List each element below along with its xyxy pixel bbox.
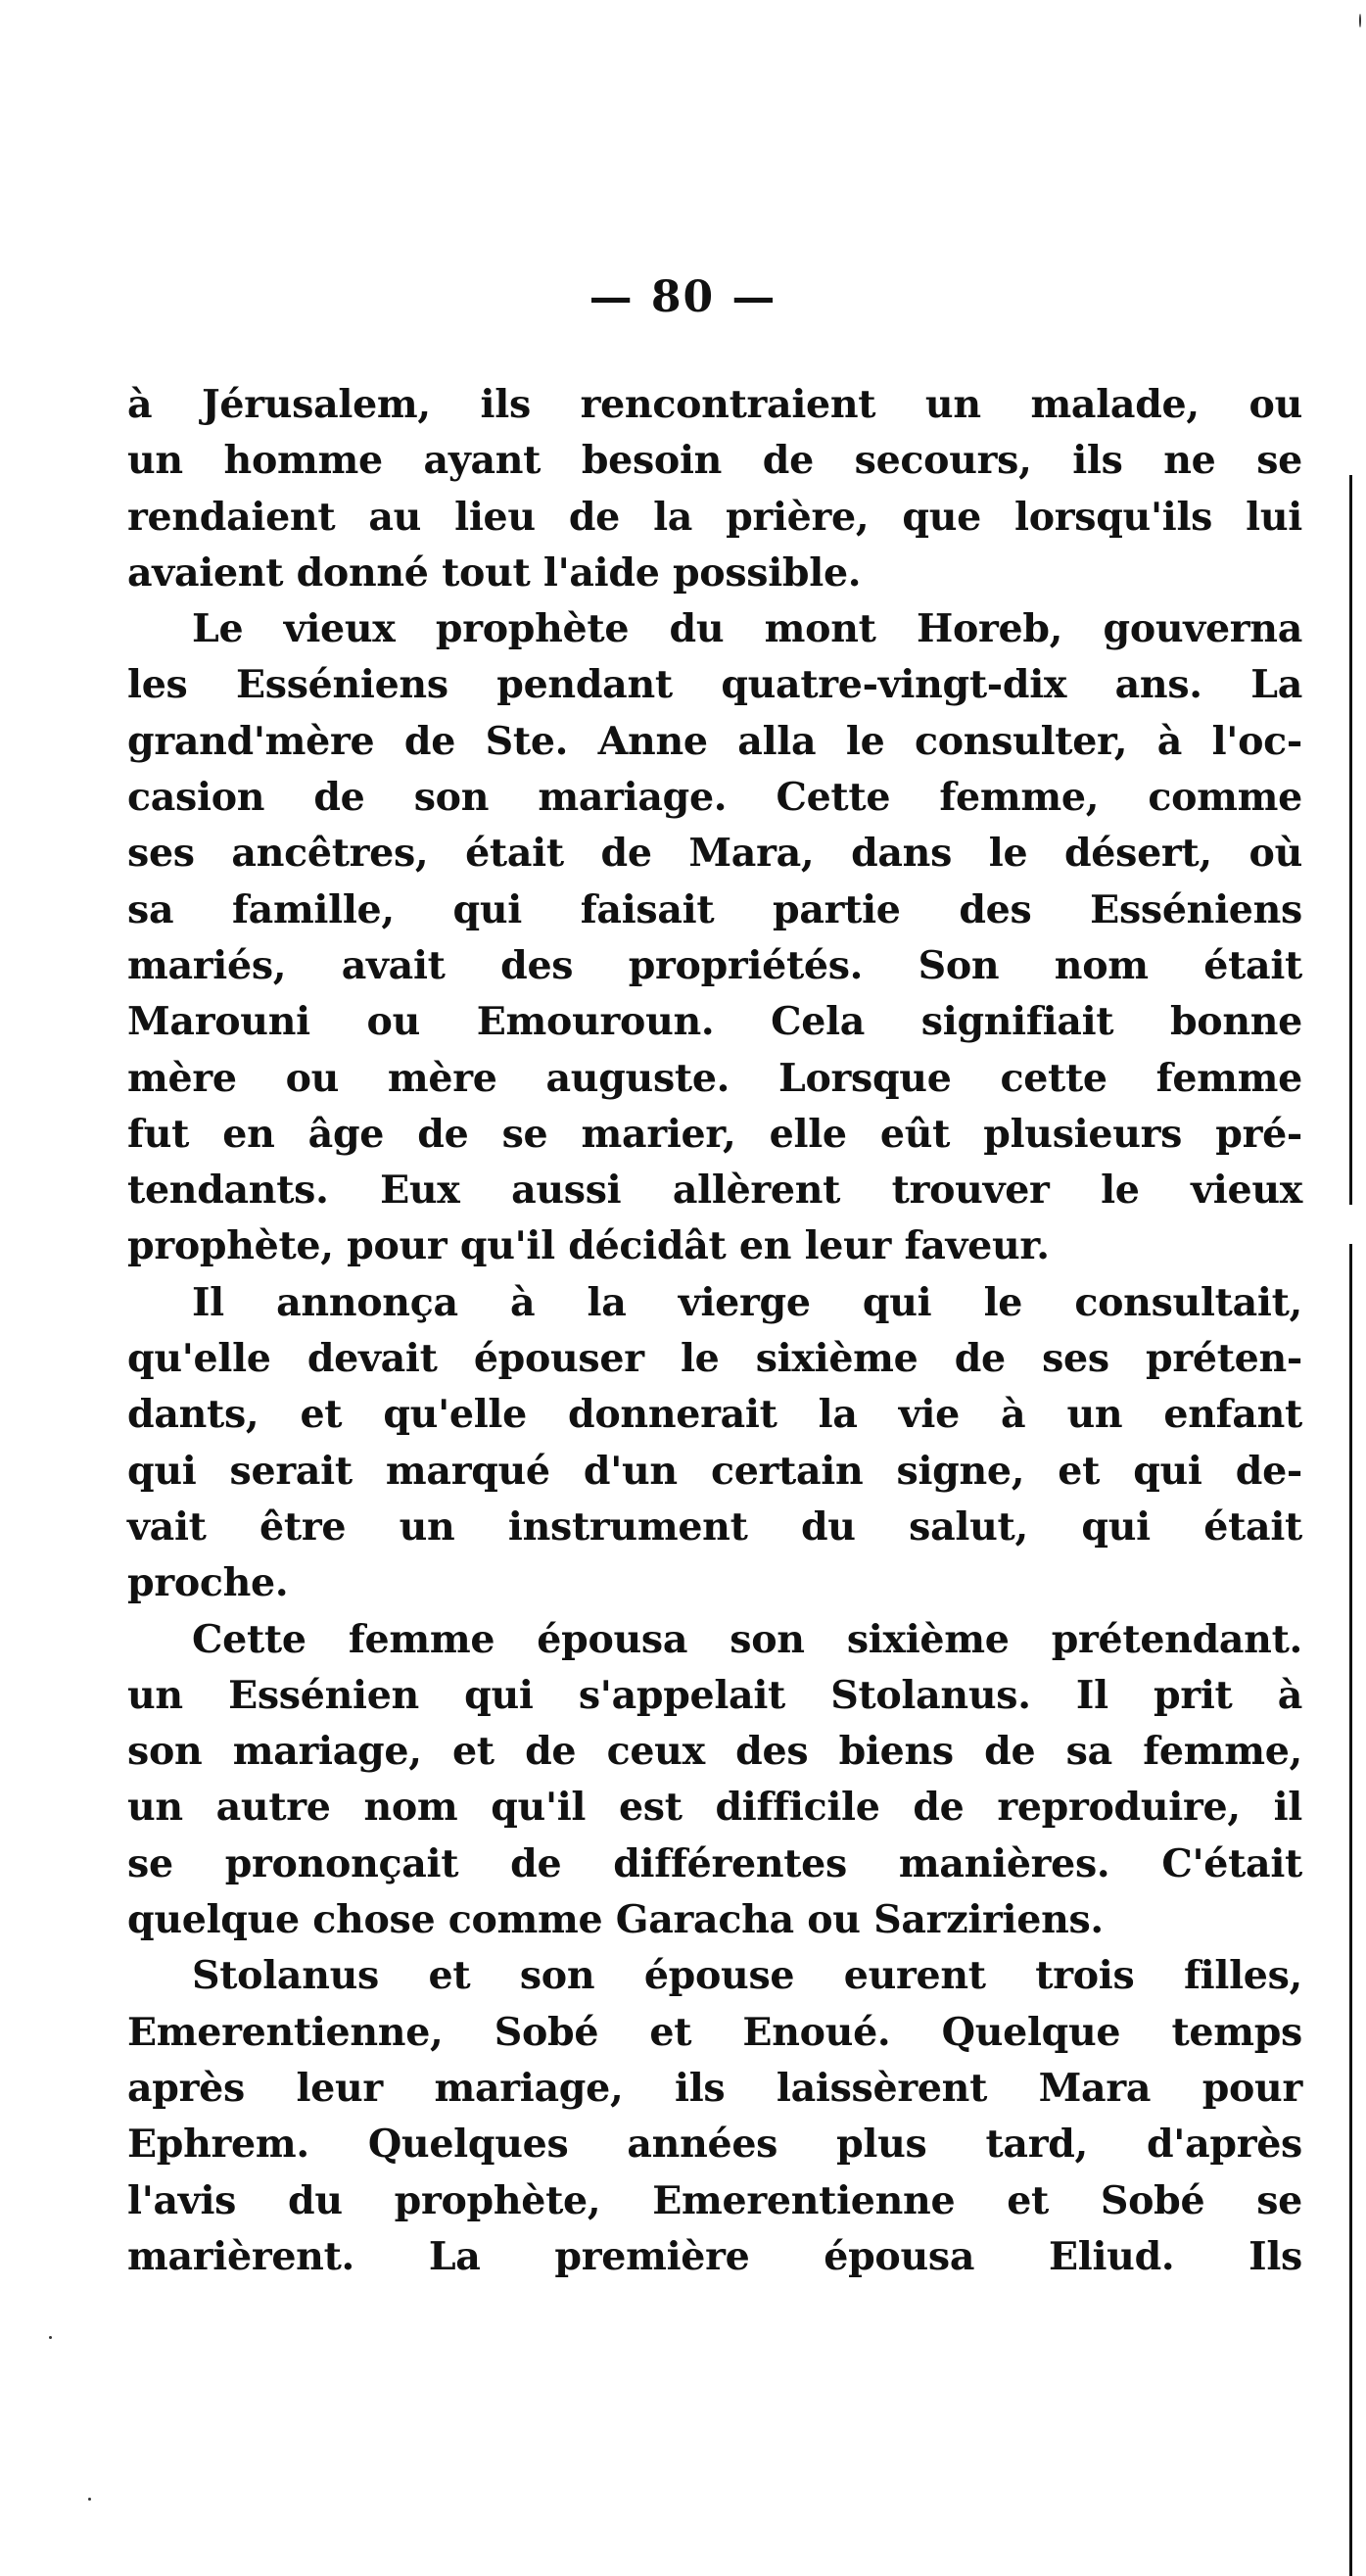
- text-line: se prononçait de différentes manières. C'était: [127, 1840, 1302, 1886]
- text-line: mariés, avait des propriétés. Son nom était: [127, 942, 1302, 988]
- text-line: marièrent. La première épousa Eliud. Ils: [127, 2233, 1302, 2279]
- text-line: ses ancêtres, était de Mara, dans le désert, où: [127, 831, 1302, 877]
- text-line: Le vieux prophète du mont Horeb, gouverna: [192, 606, 1302, 652]
- text-line: qui serait marqué d'un certain signe, et qui de-: [127, 1448, 1302, 1494]
- text-line: un Essénien qui s'appelait Stolanus. Il prit à: [127, 1672, 1302, 1718]
- text-line: Cette femme épousa son sixième prétendant.: [192, 1616, 1302, 1662]
- dust-speck: [1359, 14, 1361, 27]
- dust-speck: [88, 2498, 91, 2501]
- text-line: qu'elle devait épouser le sixième de ses préten-: [127, 1336, 1302, 1382]
- text-line: Stolanus et son épouse eurent trois filles,: [192, 1953, 1302, 1999]
- text-line: mère ou mère auguste. Lorsque cette femme: [127, 1055, 1302, 1101]
- text-line: à Jérusalem, ils rencontraient un malade, ou: [127, 382, 1302, 427]
- text-line: fut en âge de se marier, elle eût plusieurs pré-: [127, 1111, 1302, 1157]
- text-line: un homme ayant besoin de secours, ils ne se: [127, 438, 1302, 484]
- text-line: Marouni ou Emouroun. Cela signifiait bonne: [127, 999, 1302, 1045]
- text-line: les Esséniens pendant quatre-vingt-dix ans. La: [127, 662, 1302, 708]
- right-margin-rule: [1349, 475, 1352, 1205]
- text-line: un autre nom qu'il est difficile de reproduire, il: [127, 1785, 1302, 1831]
- text-line: proche.: [127, 1560, 289, 1606]
- text-line: dants, et qu'elle donnerait la vie à un enfant: [127, 1392, 1302, 1438]
- text-line: prophète, pour qu'il décidât en leur faveur.: [127, 1223, 1050, 1269]
- text-line: l'avis du prophète, Emerentienne et Sobé se: [127, 2177, 1302, 2223]
- text-line: son mariage, et de ceux des biens de sa femme,: [127, 1729, 1302, 1775]
- text-line: avaient donné tout l'aide possible.: [127, 549, 862, 596]
- text-line: sa famille, qui faisait partie des Esséniens: [127, 886, 1302, 932]
- text-line: grand'mère de Ste. Anne alla le consulter, à l'oc-: [127, 718, 1302, 764]
- text-line: après leur mariage, ils laissèrent Mara pour: [127, 2065, 1302, 2111]
- text-line: Ephrem. Quelques années plus tard, d'après: [127, 2122, 1302, 2168]
- text-line: quelque chose comme Garacha ou Sarziriens.: [127, 1897, 1104, 1943]
- text-line: rendaient au lieu de la prière, que lorsqu'ils lui: [127, 494, 1302, 540]
- text-line: Emerentienne, Sobé et Enoué. Quelque temps: [127, 2009, 1302, 2055]
- text-line: casion de son mariage. Cette femme, comme: [127, 775, 1302, 821]
- text-line: Il annonça à la vierge qui le consultait,: [192, 1279, 1302, 1325]
- right-margin-rule: [1349, 1244, 1352, 2576]
- text-line: vait être un instrument du salut, qui était: [127, 1503, 1302, 1550]
- text-line: tendants. Eux aussi allèrent trouver le vieux: [127, 1168, 1302, 1214]
- page-number: — 80 —: [589, 272, 777, 322]
- dust-speck: [49, 2336, 52, 2339]
- body-text: [127, 377, 1302, 2285]
